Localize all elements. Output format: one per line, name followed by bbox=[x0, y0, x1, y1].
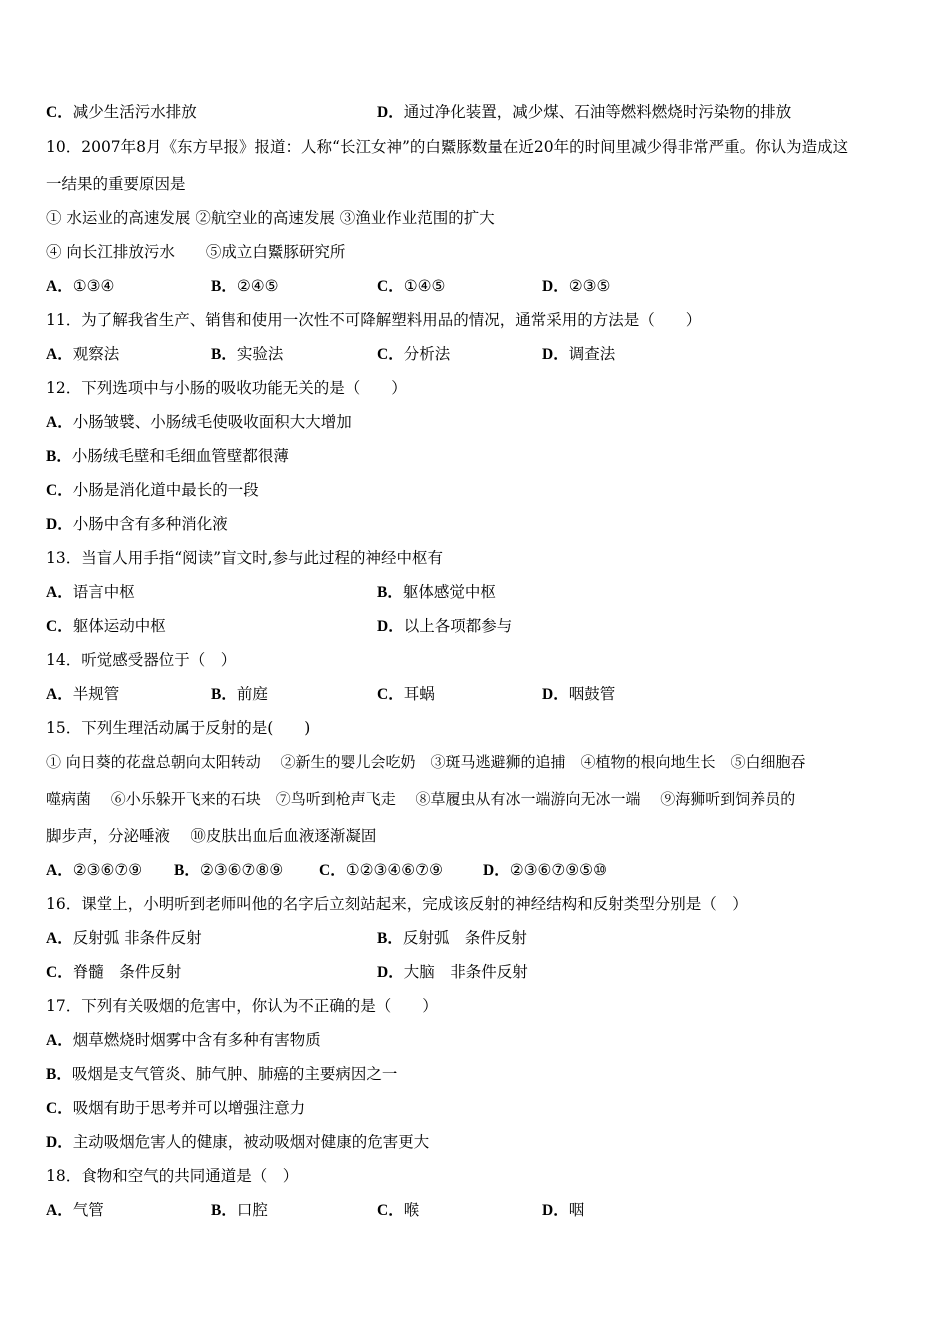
q15-option-a bbox=[46, 860, 142, 881]
option-label: C． bbox=[46, 964, 73, 981]
option-label: A． bbox=[46, 930, 73, 947]
option-label: A． bbox=[46, 686, 73, 703]
q16-option-b bbox=[377, 928, 527, 949]
option-label: B． bbox=[211, 278, 237, 295]
option-label: C． bbox=[319, 862, 346, 879]
option-label: D． bbox=[542, 278, 569, 295]
option-label: B． bbox=[46, 1066, 72, 1083]
option-label: A． bbox=[46, 414, 73, 431]
option-text: 反射弧 非条件反射 bbox=[72, 929, 202, 947]
q16-option-d bbox=[377, 962, 528, 983]
q16-option-a bbox=[46, 928, 202, 949]
option-label: A． bbox=[46, 862, 73, 879]
option-label: C． bbox=[377, 278, 404, 295]
q11-option-b bbox=[211, 344, 283, 365]
q15-stem: 15．下列生理活动属于反射的是( ) bbox=[46, 719, 311, 737]
option-text: ②③⑥⑦⑨ bbox=[72, 861, 143, 879]
option-text: 半规管 bbox=[72, 685, 120, 703]
option-text: 前庭 bbox=[236, 685, 268, 703]
option-label: A． bbox=[46, 278, 73, 295]
option-label: C． bbox=[46, 104, 73, 121]
q10-stem-line2: 一结果的重要原因是 bbox=[46, 175, 186, 193]
q13-option-d bbox=[377, 616, 512, 637]
q11-option-c bbox=[377, 344, 450, 365]
q15-items-line3: 脚步声，分泌唾液 ⑩皮肤出血后血液逐渐凝固 bbox=[46, 827, 377, 845]
option-text: 喉 bbox=[403, 1201, 420, 1219]
q14-option-b bbox=[211, 684, 268, 705]
option-text: 调查法 bbox=[568, 345, 616, 363]
option-text: 小肠是消化道中最长的一段 bbox=[72, 481, 259, 499]
q12-option-a bbox=[46, 412, 352, 433]
option-text: 躯体感觉中枢 bbox=[402, 583, 496, 601]
q10-option-d bbox=[542, 276, 610, 297]
option-text: 反射弧 条件反射 bbox=[402, 929, 527, 947]
option-text: 以上各项都参与 bbox=[403, 617, 513, 635]
q12-option-d bbox=[46, 514, 228, 535]
option-label: C． bbox=[46, 1100, 73, 1117]
q18-option-a bbox=[46, 1200, 104, 1221]
option-label: A． bbox=[46, 584, 73, 601]
option-text: 语言中枢 bbox=[72, 583, 135, 601]
q10-option-a bbox=[46, 276, 114, 297]
option-text: ①③④ bbox=[72, 277, 115, 295]
q9-option-c: 减少生活污水排放 bbox=[72, 103, 197, 121]
option-label: C． bbox=[377, 686, 404, 703]
option-text: 咽 bbox=[568, 1201, 585, 1219]
option-label: D． bbox=[46, 516, 73, 533]
q10-items-line2: ④ 向长江排放污水 ⑤成立白鱀豚研究所 bbox=[46, 243, 346, 261]
option-label: A． bbox=[46, 346, 73, 363]
q17-stem: 17．下列有关吸烟的危害中，你认为不正确的是（ ） bbox=[46, 997, 438, 1015]
option-label: A． bbox=[46, 1032, 73, 1049]
option-text: 小肠中含有多种消化液 bbox=[72, 515, 228, 533]
q11-option-a bbox=[46, 344, 119, 365]
q13-option-c bbox=[46, 616, 166, 637]
option-label: D． bbox=[46, 1134, 73, 1151]
q15-items-line1: ① 向日葵的花盘总朝向太阳转动 ②新生的婴儿会吃奶 ③斑马逃避狮的追捕 ④植物的根向地生长 ⑤白细胞吞 bbox=[46, 753, 806, 771]
option-text: 气管 bbox=[72, 1201, 104, 1219]
option-text: 吸烟有助于思考并可以增强注意力 bbox=[72, 1099, 306, 1117]
q14-option-c bbox=[377, 684, 435, 705]
q9-options-row bbox=[46, 102, 792, 123]
option-label: D． bbox=[483, 862, 510, 879]
option-label: D． bbox=[377, 964, 404, 981]
option-text: ②③⑤ bbox=[568, 277, 611, 295]
option-text: ①④⑤ bbox=[403, 277, 446, 295]
option-label: D． bbox=[542, 686, 569, 703]
option-text: 脊髓 条件反射 bbox=[72, 963, 182, 981]
option-label: C． bbox=[46, 618, 73, 635]
option-text: 吸烟是支气管炎、肺气肿、肺癌的主要病因之一 bbox=[71, 1065, 398, 1083]
option-label: B． bbox=[211, 686, 237, 703]
option-text: ②③⑥⑦⑧⑨ bbox=[199, 861, 284, 879]
q18-stem: 18．食物和空气的共同通道是（ ） bbox=[46, 1167, 299, 1185]
q17-option-a bbox=[46, 1030, 321, 1051]
option-label: B． bbox=[174, 862, 200, 879]
q15-option-b bbox=[174, 860, 283, 881]
q10-option-c bbox=[377, 276, 445, 297]
q18-option-d bbox=[542, 1200, 584, 1221]
q9-option-d-wrap bbox=[377, 102, 791, 123]
option-label: B． bbox=[377, 584, 403, 601]
q12-option-b bbox=[46, 446, 289, 467]
option-text: 小肠绒毛壁和毛细血管壁都很薄 bbox=[71, 447, 289, 465]
q9-option-d: 通过净化装置，减少煤、石油等燃料燃烧时污染物的排放 bbox=[403, 103, 792, 121]
option-label: D． bbox=[542, 1202, 569, 1219]
option-text: 实验法 bbox=[236, 345, 284, 363]
q15-option-d bbox=[483, 860, 607, 881]
option-label: D． bbox=[377, 618, 404, 635]
q18-option-c bbox=[377, 1200, 419, 1221]
option-text: ②④⑤ bbox=[236, 277, 279, 295]
q15-option-c bbox=[319, 860, 443, 881]
q17-option-c bbox=[46, 1098, 305, 1119]
q17-option-d bbox=[46, 1132, 429, 1153]
q10-option-b bbox=[211, 276, 279, 297]
option-text: 主动吸烟危害人的健康，被动吸烟对健康的危害更大 bbox=[72, 1133, 430, 1151]
option-label: B． bbox=[211, 346, 237, 363]
q16-option-c bbox=[46, 962, 181, 983]
q14-option-d bbox=[542, 684, 615, 705]
option-label: C． bbox=[46, 482, 73, 499]
option-text: 小肠皱襞、小肠绒毛使吸收面积大大增加 bbox=[72, 413, 352, 431]
option-label: D． bbox=[542, 346, 569, 363]
q15-items-line2: 噬病菌 ⑥小乐躲开飞来的石块 ⑦鸟听到枪声飞走 ⑧草履虫从有冰一端游向无冰一端 ⑨海狮听到饲养员的 bbox=[46, 790, 796, 808]
q16-stem: 16．课堂上，小明听到老师叫他的名字后立刻站起来，完成该反射的神经结构和反射类型分别是（ ） bbox=[46, 895, 748, 913]
option-text: 口腔 bbox=[236, 1201, 268, 1219]
option-text: 躯体运动中枢 bbox=[72, 617, 166, 635]
q13-option-a bbox=[46, 582, 135, 603]
q12-stem: 12．下列选项中与小肠的吸收功能无关的是（ ） bbox=[46, 379, 407, 397]
option-label: C． bbox=[377, 346, 404, 363]
q13-option-b bbox=[377, 582, 496, 603]
option-text: 耳蜗 bbox=[403, 685, 435, 703]
option-label: B． bbox=[211, 1202, 237, 1219]
option-label: D． bbox=[377, 104, 404, 121]
option-label: C． bbox=[377, 1202, 404, 1219]
option-label: A． bbox=[46, 1202, 73, 1219]
q14-option-a bbox=[46, 684, 119, 705]
option-text: ①②③④⑥⑦⑨ bbox=[345, 861, 443, 879]
q11-stem: 11．为了解我省生产、销售和使用一次性不可降解塑料用品的情况，通常采用的方法是（ ） bbox=[46, 311, 702, 329]
q17-option-b bbox=[46, 1064, 397, 1085]
option-text: ②③⑥⑦⑨⑤⑩ bbox=[509, 861, 607, 879]
q11-option-d bbox=[542, 344, 615, 365]
q14-stem: 14．听觉感受器位于（ ） bbox=[46, 651, 237, 669]
option-text: 咽鼓管 bbox=[568, 685, 616, 703]
q10-items-line1: ① 水运业的高速发展 ②航空业的高速发展 ③渔业作业范围的扩大 bbox=[46, 209, 495, 227]
q13-stem: 13．当盲人用手指“阅读”盲文时,参与此过程的神经中枢有 bbox=[46, 549, 444, 567]
q18-option-b bbox=[211, 1200, 268, 1221]
option-text: 烟草燃烧时烟雾中含有多种有害物质 bbox=[72, 1031, 321, 1049]
q12-option-c bbox=[46, 480, 259, 501]
option-text: 观察法 bbox=[72, 345, 120, 363]
option-text: 大脑 非条件反射 bbox=[403, 963, 528, 981]
option-label: B． bbox=[377, 930, 403, 947]
option-text: 分析法 bbox=[403, 345, 451, 363]
option-label: B． bbox=[46, 448, 72, 465]
q10-stem-line1: 10．2007年8月《东方早报》报道：人称“长江女神”的白鱀豚数量在近20年的时间里减少得非常严重。你认为造成这 bbox=[46, 138, 849, 156]
